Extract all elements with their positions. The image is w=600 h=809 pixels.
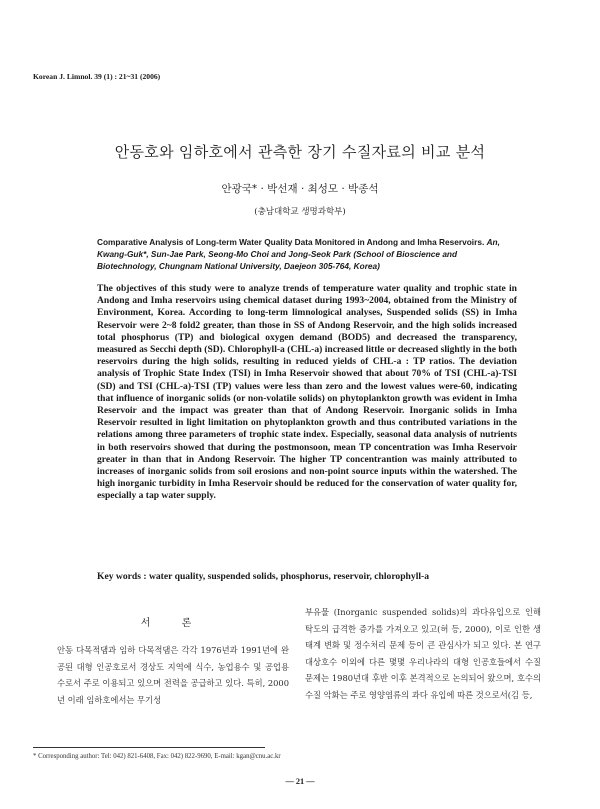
right-column-text: 부유물 (Inorganic suspended solids)의 과다유입으로 인해 탁도의 급격한 증가를 가져오고 있고(허 등, 2000), 이로 인한 생태계 변화 및 정수처리 문제 등이 큰 관심사가 되고 있다. 본 연구 대상호수 이외에 다른 몇몇 우리나라의 대형 인공호들에서 수질 문제는 1980년대 후반 이후 본격적으로 논의되어 왔으며, 호수의 수질 악화는 주로 영양염류의 과다 유입에 따른 것으로서(김 등, <box>305 607 541 700</box>
page-number: — 21 — <box>285 777 315 786</box>
left-column <box>57 604 289 708</box>
english-authors: An, Kwang-Guk*, Sun-Jae Park, Seong-Mo Choi and Jong-Seok Park <box>97 237 500 259</box>
english-header <box>97 236 517 272</box>
english-title: Comparative Analysis of Long-term Water Quality Data Monitored in Andong and Imha Reservoirs. <box>97 237 485 247</box>
section-heading: 서 론 <box>140 618 206 629</box>
journal-citation: Korean J. Limnol. 39 (1) : 21~31 (2006) <box>33 72 161 81</box>
left-column-text: 안동 다목적댐과 임하 다목적댐은 각각 1976년과 1991년에 완공된 대형 인공호로서 경상도 지역에 식수, 농업용수 및 공업용수로서 주로 이용되고 있으며 전력을 공급하고 있다. 특히, 2000년 이래 임하호에서는 무기성 <box>57 645 289 705</box>
paper-title: 안동호와 임하호에서 관측한 장기 수질자료의 비교 분석 <box>114 143 486 161</box>
affiliation-korean: (충남대학교 생명과학부) <box>254 207 346 217</box>
authors-korean: 안광국* · 박선재 · 최성모 · 박종석 <box>221 183 379 195</box>
footnote-divider <box>33 747 265 748</box>
keywords: Key words : water quality, suspended solids, phosphorus, reservoir, chlorophyll-a <box>97 571 430 582</box>
english-affiliation: (School of Bioscience and Biotechnology, Chungnam National University, Daejeon 305-764, Korea) <box>97 249 458 271</box>
abstract: The objectives of this study were to analyze trends of temperature water quality and trophic state in Andong and Imha reservoirs using chemical dataset during 1993~2004, obtained from the Ministry of Environment, Korea. According to long-term limnological analyses, Suspended solids (SS) in Imha Reservoir were 2~8 fold2 greater, than those in SS of Andong Reservoir, and the high solids increased total phosphorus (TP) and biological oxygen demand (BOD5) and decreased the transparency, measured as Secchi depth (SD). Chlorophyll-a (CHL-a) increased little or decreased slightly in the both reservoirs during the high solids, resulting in reduced yields of CHL-a : TP ratios. The deviation analysis of Trophic State Index (TSI) in Imha Reservoir showed that about 70% of TSI (CHL-a)-TSI (SD) and TSI (CHL-a)-TSI (TP) values were less than zero and the lowest values were-60, indicating that influence of inorganic solids (or non-volatile solids) on phytoplankton growth was evident in Imha Reservoir and the impact was greater than that of Andong Reservoir. Inorganic solids in Imha Reservoir resulted in light limitation on phytoplankton growth and thus contributed variations in the relations among three parameters of trophic state index. Especially, seasonal data analysis of nutrients in both reservoirs showed that during the postmonsoon, mean TP concentration was Imha Reservoir greater in than that in Andong Reservoir. The higher TP concentrantion was mainly attributed to increases of inorganic solids from soil erosions and non-point source inputs within the watershed. The high inorganic turbidity in Imha Reservoir should be reduced for the conservation of water quality for, especially a tap water supply. <box>97 283 517 502</box>
right-column <box>305 604 541 704</box>
footnote: * Corresponding author: Tel: 042) 821-6408, Fax: 042) 822-9690, E-mail: kgan@cnu.ac.kr <box>33 753 281 760</box>
